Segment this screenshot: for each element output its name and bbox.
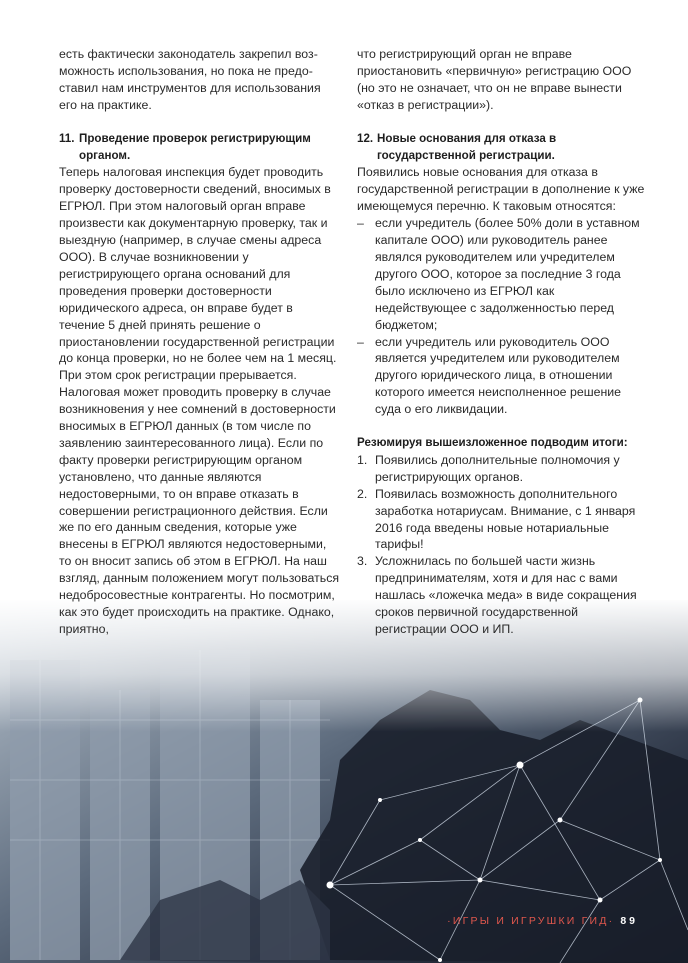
- summary-item: [357, 486, 649, 554]
- list-text: Появились дополнительные полномочия у регистрирующих органов.: [375, 452, 620, 484]
- section-12-heading: [357, 131, 649, 165]
- left-intro-paragraph: есть фактически законодатель закрепил воз-можность использования, но пока не предо-ставил нам инструментов для использования его на практике.: [59, 47, 321, 112]
- page-number: 89: [620, 915, 638, 927]
- list-marker: 2.: [357, 486, 368, 501]
- left-text-column: [59, 46, 341, 638]
- list-marker: –: [357, 216, 364, 231]
- list-text: если учредитель или руководитель ООО является учредителем или руководителем другого юридического лица, в отношении которого имеется неисполненное решение суда о его ликвидации.: [375, 334, 622, 417]
- right-text-column: [357, 46, 649, 638]
- page-footer: [447, 915, 638, 927]
- list-text: если учредитель (более 50% доли в уставном капитале ООО) или руководитель ранее являлся руководителем или учредителем другого ООО, которое за последние 3 года было исключено из ЕГРЮЛ как недействующее с задолженностью перед бюджетом;: [375, 216, 640, 332]
- section-12-body: Появились новые основания для отказа в государственной регистрации в дополнение к уже имеющемуся перечню. К таковым относятся:: [357, 165, 645, 214]
- list-marker: 3.: [357, 554, 368, 569]
- section-11-body: Теперь налоговая инспекция будет проводить проверку достоверности сведений, вносимых в ЕГРЮЛ. При этом налоговый орган вправе произвести как документарную проверку, так и выездную (например, в случае смены адреса ООО). В случае возникновении у регистрирующего органа оснований для проведения проверки достоверности юридического адреса, он вправе будет в течение 5 дней принять решение о приостановлении государственной регистрации до конца проверки, но не более чем на 1 месяц. При этом срок регистрации прерывается. Налоговая может проводить проверку в случае возникновения у нее сомнений в достоверности вносимых в ЕГРЮЛ данных (в том числе по заявлению заинтересованного лица). Если по факту проверки регистрирующим органом установлено, что данные являются недостоверными, то он вправе отказать в совершении регистрационного действия. Если же по его данным сведения, которые уже внесены в ЕГРЮЛ являются недостоверными, то он вносит запись об этом в ЕГРЮЛ. На наш взгляд, данным положением могут пользоваться недобросовестные контрагенты. Но посмотрим, как это будет происходить на практике. Однако, приятно,: [59, 165, 340, 636]
- list-text: Появилась возможность дополнительного заработка нотариусам. Внимание, с 1 января 2016 года введены новые нотариальные тарифы!: [375, 486, 636, 552]
- section-11-title: Проведение проверок регистрирующим органом.: [79, 131, 311, 162]
- right-intro-paragraph: что регистрирующий орган не вправе приостановить «первичную» регистрацию ООО (но это не означает, что он не вправе вынести «отказ в регистрации»).: [357, 47, 632, 112]
- summary-title: Резюмируя вышеизложенное подводим итоги:: [357, 436, 628, 450]
- section-11-number: 11.: [59, 131, 75, 145]
- section-12-number: 12.: [357, 131, 374, 145]
- summary-item: [357, 553, 649, 638]
- section-12-title: Новые основания для отказа в государственной регистрации.: [377, 131, 557, 162]
- list-text: Усложнилась по большей части жизнь предпринимателям, хотя и для нас с вами нашлась «ложечка меда» в виде сокращения сроков первичной государственной регистрации ООО и ИП.: [375, 554, 637, 636]
- refusal-ground-item: [357, 215, 649, 333]
- summary-item: [357, 452, 649, 486]
- magazine-title: ·ИГРЫ И ИГРУШКИ ГИД·: [447, 915, 615, 927]
- list-marker: 1.: [357, 452, 368, 467]
- refusal-ground-item: [357, 334, 649, 419]
- list-marker: –: [357, 334, 364, 349]
- section-11-heading: [59, 131, 341, 165]
